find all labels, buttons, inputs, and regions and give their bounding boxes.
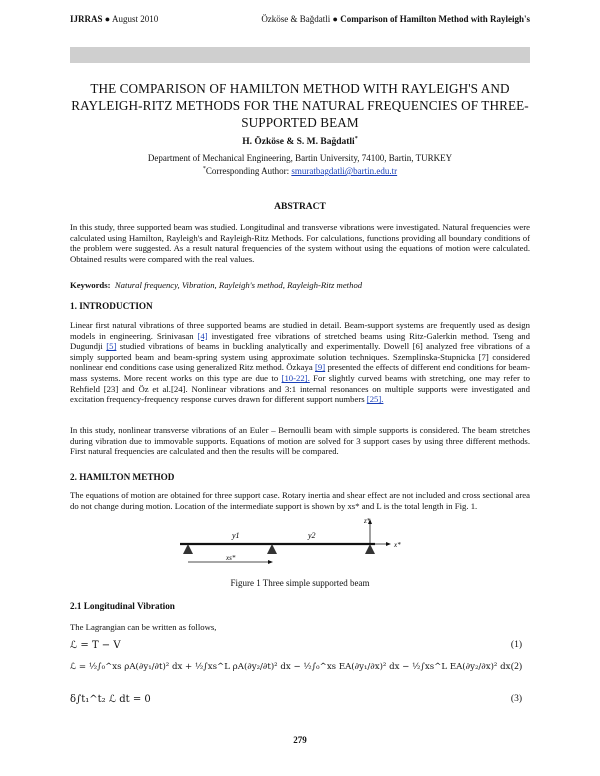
equation-2-body: ℒ = ½∫₀^xs ρA(∂y₁/∂t)² dx + ½∫xs^L ρA(∂y₂/∂t)² dx − ½∫₀^xs EA(∂y₁/∂x)² dx − ½∫xs^L EA(∂y₂/∂x)² dx	[70, 662, 511, 672]
section-introduction: 1. INTRODUCTION	[70, 301, 153, 311]
abstract-text: In this study, three supported beam was studied. Longitudinal and transverse vibrations were investigated. Natural frequencies were calculated using Hamilton, Rayleigh's and Rayleigh-Ritz Methods. For calculations, functions providing all boundary conditions of the problem were suggested. As a result natural frequencies of the system without using the equations of motion were calculated. Obtained results were compared with the real values.	[70, 222, 530, 264]
equation-1-body: ℒ = T − V	[70, 640, 121, 651]
section-hamilton: 2. HAMILTON METHOD	[70, 472, 175, 482]
lagrangian-intro: The Lagrangian can be written as follows,	[70, 622, 217, 632]
equation-2-number: (2)	[510, 662, 522, 672]
keywords-list: Natural frequency, Vibration, Rayleigh's method, Rayleigh-Ritz method	[114, 280, 363, 290]
label-z: z*	[364, 517, 371, 525]
header-left	[70, 14, 158, 24]
equation-1	[70, 640, 530, 651]
intro-text-d: presented the effects of different end conditions for beam-mass systems. More recent works on this type are due to	[70, 362, 531, 383]
header-authors: Özköse & Bağdatli ●	[261, 14, 338, 24]
header-bar	[70, 47, 530, 63]
equation-3-body: δ∫t₁^t₂ ℒ dt = 0	[70, 694, 151, 705]
ref-link-4[interactable]: [4]	[197, 330, 208, 341]
label-xs: xs*	[226, 554, 236, 562]
corresponding-author: *Corresponding Author: smuratbagdatli@bartin.edu.tr	[202, 166, 398, 176]
paper-title: THE COMPARISON OF HAMILTON METHOD WITH RAYLEIGH'S AND RAYLEIGH-RITZ METHODS FOR THE NATURAL FREQUENCIES OF THREE-SUPPORTED BEAM	[71, 81, 529, 130]
affiliation: Department of Mechanical Engineering, Bartin University, 74100, Bartin, TURKEY	[147, 153, 453, 163]
x-arrow-icon	[386, 542, 391, 546]
corresponding-label: Corresponding Author:	[205, 166, 290, 176]
keywords-label: Keywords:	[70, 280, 111, 290]
abstract-heading: ABSTRACT	[274, 202, 326, 212]
subsection-longitudinal: 2.1 Longitudinal Vibration	[70, 601, 175, 611]
ref-link-5[interactable]: [5]	[106, 341, 117, 352]
equation-3-number: (3)	[510, 694, 522, 704]
header-short-title: Comparison of Hamilton Method with Rayleigh's	[340, 14, 530, 24]
right-support	[365, 544, 375, 554]
page-number: 279	[293, 735, 307, 745]
journal-name: IJRRAS	[70, 14, 103, 24]
intro-text-b: investigated free vibrations of stretched beams using Ritz-Galerkin method. Tseng and Dugundji	[70, 330, 530, 352]
email-link[interactable]: smuratbagdatli@bartin.edu.tr	[291, 166, 398, 176]
affiliation-block	[70, 153, 530, 177]
intro-text-c: studied vibrations of beams in buckling analytically and experimentally. Dowell [6] analyzed free vibrations of a simply supported beam and beam-spring system using approximate solution techniques. Szemplinska-Stupnicka [7] considered nonlinear end conditions case using generalized Ritz method. Özkaya	[70, 341, 530, 373]
figure-caption: Figure 1 Three simple supported beam	[230, 578, 370, 588]
equation-1-number: (1)	[510, 640, 522, 650]
running-header	[70, 14, 530, 24]
hamilton-paragraph: The equations of motion are obtained for three support case. Rotary inertia and shear effect are not included and cross sectional area do not change during motion. Location of the intermediate support is shown by xs* and L is the total length in Fig. 1.	[70, 490, 530, 511]
keywords	[70, 280, 530, 291]
equation-2	[70, 662, 530, 672]
middle-support	[267, 544, 277, 554]
ref-link-25[interactable]: [25].	[366, 394, 384, 405]
intro-text-a: Linear first natural vibrations of three supported beams are studied in detail. Beam-support systems are frequently used as design models in engineering. Srinivasan	[70, 320, 530, 341]
equation-3	[70, 694, 530, 705]
ref-link-10-22[interactable]: [10-22].	[281, 372, 310, 383]
author-names: H. Özköse & S. M. Bağdatli	[242, 137, 355, 148]
intro-paragraph-2: In this study, nonlinear transverse vibrations of an Euler – Bernoulli beam with simple supports is considered. The beam stretches during vibration due to immovable supports. Equations of motion are solved for 3 support cases by using three different methods. First natural frequencies are calculated and then the results will be compared.	[70, 425, 530, 457]
label-y2: y2	[308, 531, 316, 540]
label-y1: y1	[232, 531, 240, 540]
ref-link-9[interactable]: [9]	[315, 362, 326, 373]
author-line: H. Özköse & S. M. Bağdatli*	[242, 136, 358, 148]
intro-text-e: For slightly curved beams with stretching, one may refer to Rehfield [23] and Öz et al.[24]. Nonlinear vibrations and 3:1 internal resonances on multiple supports were investigated and excitation frequency-frequency response curves drawn for different support numbers	[70, 372, 530, 405]
left-support	[183, 544, 193, 554]
intro-paragraph-1	[70, 320, 530, 405]
issue-date: ● August 2010	[104, 14, 159, 24]
beam-figure	[170, 516, 430, 572]
header-right	[261, 14, 530, 24]
xs-arrow-icon	[268, 560, 273, 564]
label-x: x*	[394, 541, 401, 549]
